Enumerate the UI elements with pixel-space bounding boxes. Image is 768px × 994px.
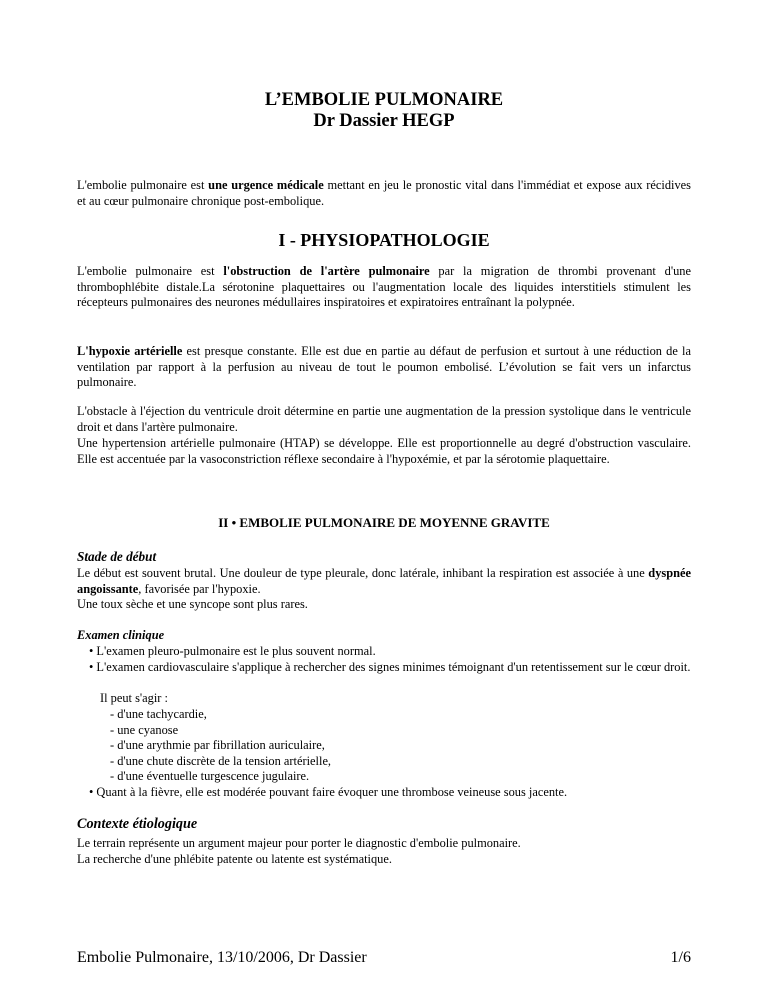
stade-paragraph-1: [77, 566, 691, 597]
stade-p1-emphasis: dyspnée angoissante: [77, 566, 691, 596]
physio-paragraph-3b: Une hypertension artérielle pulmonaire (HTAP) se développe. Elle est proportionnelle au degré d'obstruction vasculaire. Elle est accentuée par la vasoconstriction réflexe secondaire à l'hypoxémie, et par la sérotomie plaquettaire.: [77, 436, 691, 466]
physio-p2-emphasis: L'hypoxie artérielle: [77, 344, 183, 358]
physio-p2-text: est presque constante. Elle est due en partie au défaut de perfusion et surtout à une réduction de la ventilation par rapport à la perfusion au niveau de tout le poumon embolisé. L’évolution se fait vers un infarctus pulmonaire.: [77, 344, 691, 390]
examen-heading: Examen clinique: [77, 628, 165, 642]
physio-paragraph-1: [77, 264, 691, 311]
document-author: Dr Dassier HEGP: [313, 111, 455, 131]
list-item: - d'une chute discrète de la tension artérielle,: [110, 753, 332, 768]
examen-bullet-3: • Quant à la fièvre, elle est modérée pouvant faire évoquer une thrombose veineuse sous jacente.: [89, 785, 568, 799]
intro-text-end: mettant en jeu le pronostic vital dans l'immédiat et expose aux récidives et au cœur pulmonaire chronique post-embolique.: [77, 178, 691, 208]
examen-bullet-2: • L'examen cardiovasculaire s'applique à rechercher des signes minimes témoignant d'un retentissement sur le cœur droit.: [89, 660, 691, 674]
contexte-heading: Contexte étiologique: [77, 816, 198, 832]
stade-p1-text-end: , favorisée par l'hypoxie.: [138, 581, 261, 596]
examen-bullet-1: • L'examen pleuro-pulmonaire est le plus souvent normal.: [89, 644, 376, 658]
list-item: - d'une arythmie par fibrillation auriculaire,: [110, 738, 325, 753]
section1-heading: I - PHYSIOPATHOLOGIE: [278, 230, 490, 250]
physio-paragraph-2: [77, 344, 691, 391]
list-item: - d'une tachycardie,: [110, 707, 207, 721]
contexte-line-1: Le terrain représente un argument majeur pour porter le diagnostic d'embolie pulmonaire.: [77, 836, 521, 850]
document-title: L’EMBOLIE PULMONAIRE: [264, 90, 504, 110]
intro-paragraph: [77, 178, 691, 209]
physio-p1-text-end: par la migration de thrombi provenant d'une thrombophlébite distale.La sérotonine plaquettaires ou l'augmentation locale des liquides interstitiels stimulent les récepteurs pulmonaires des neurones médullaires inspiratoires et expiratoires entraînant la polypnée.: [77, 264, 691, 310]
physio-p1-emphasis: l'obstruction de l'artère pulmonaire: [223, 264, 430, 278]
footer-text: Embolie Pulmonaire, 13/10/2006, Dr Dassier: [77, 949, 367, 966]
physio-p1-text: L'embolie pulmonaire est: [77, 264, 224, 278]
intro-emphasis: une urgence médicale: [208, 178, 324, 192]
list-item: - une cyanose: [110, 722, 179, 737]
stade-paragraph-2: Une toux sèche et une syncope sont plus rares.: [77, 597, 308, 611]
examen-list: [77, 707, 691, 785]
section2-heading: II • EMBOLIE PULMONAIRE DE MOYENNE GRAVITE: [218, 515, 550, 530]
stade-heading: Stade de début: [77, 549, 157, 564]
stade-p1-text: Le début est souvent brutal. Une douleur de type pleurale, donc latérale, inhibant la respiration est associée à une: [77, 566, 649, 580]
contexte-line-2: La recherche d'une phlébite patente ou latente est systématique.: [77, 852, 392, 866]
intro-text: L'embolie pulmonaire est: [77, 178, 209, 192]
list-item: - d'une éventuelle turgescence jugulaire.: [110, 769, 310, 784]
examen-intro: Il peut s'agir :: [100, 691, 168, 705]
page-number: 1/6: [670, 949, 691, 966]
physio-paragraph-3a: L'obstacle à l'éjection du ventricule droit détermine en partie une augmentation de la pression systolique dans le ventricule droit et dans l'artère pulmonaire.: [77, 404, 691, 434]
